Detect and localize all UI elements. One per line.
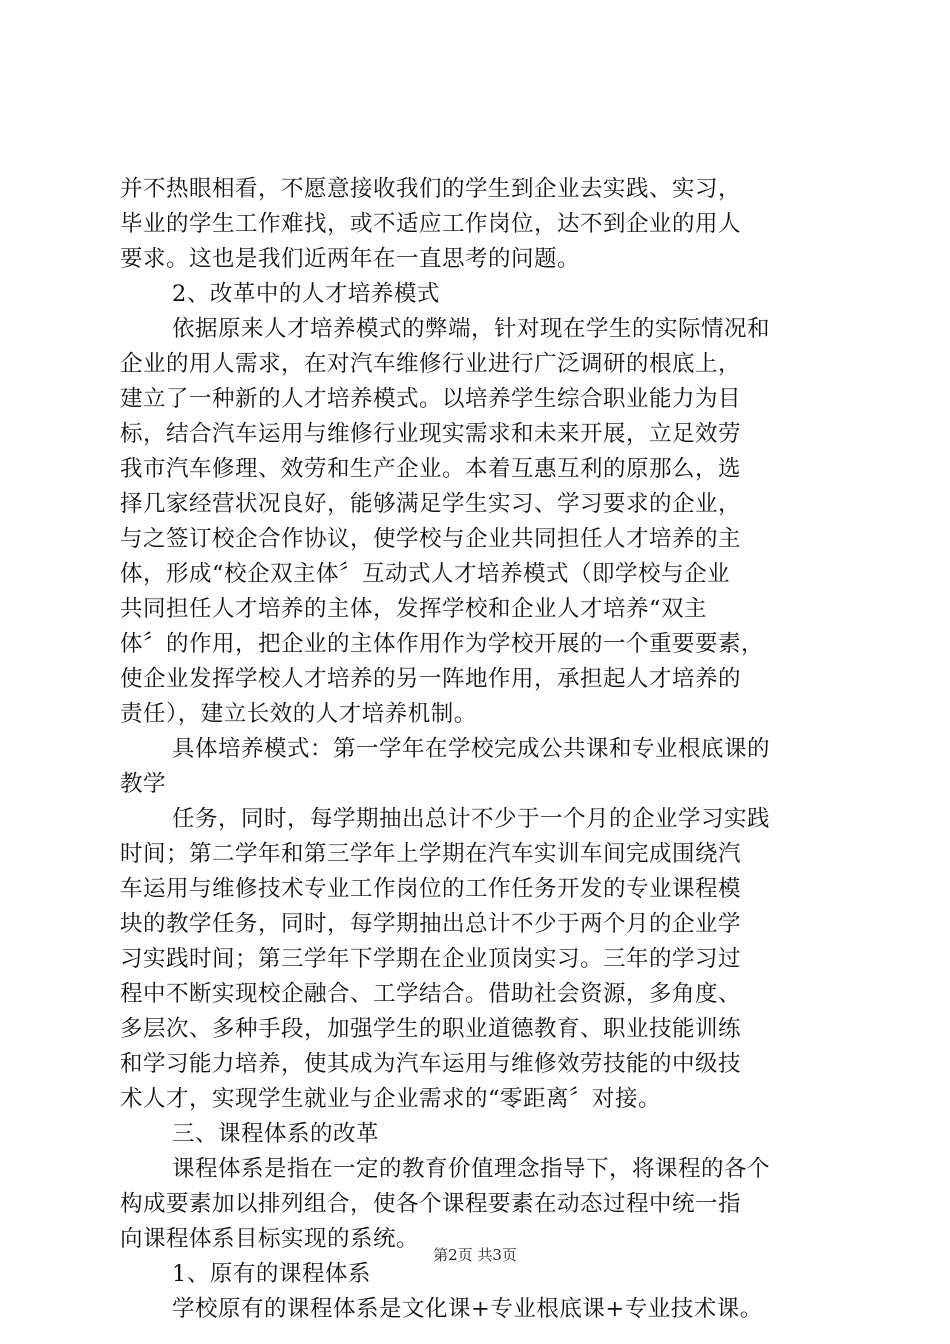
text-line: 构成要素加以排列组合，使各个课程要素在动态过程中统一指 bbox=[120, 1191, 742, 1217]
text-line: 车运用与维修技术专业工作岗位的工作任务开发的专业课程模 bbox=[120, 876, 742, 902]
section-heading: 三、课程体系的改革 bbox=[172, 1121, 380, 1147]
page-indicator: 第2页 共3页 bbox=[433, 1246, 517, 1264]
text-line: 毕业的学生工作难找，或不适应工作岗位，达不到企业的用人 bbox=[120, 211, 742, 237]
text-line: 和学习能力培养，使其成为汽车运用与维修效劳技能的中级技 bbox=[120, 1051, 742, 1077]
text-line: 与之签订校企合作协议，使学校与企业共同担任人才培养的主 bbox=[120, 526, 742, 552]
text-line: 教学 bbox=[120, 771, 167, 797]
text-line: 使企业发挥学校人才培养的另一阵地作用，承担起人才培养的 bbox=[120, 666, 742, 692]
text-line: 课程体系是指在一定的教育价值理念指导下，将课程的各个 bbox=[172, 1156, 771, 1182]
document-body bbox=[120, 172, 840, 1327]
text-line: 依据原来人才培养模式的弊端，针对现在学生的实际情况和 bbox=[172, 316, 771, 342]
text-line: 体，形成“校企双主体〞互动式人才培养模式（即学校与企业 bbox=[120, 561, 731, 587]
section-heading: 2、改革中的人才培养模式 bbox=[172, 281, 440, 307]
text-line: 块的教学任务，同时，每学期抽出总计不少于两个月的企业学 bbox=[120, 911, 742, 937]
text-line: 多层次、多种手段，加强学生的职业道德教育、职业技能训练 bbox=[120, 1016, 742, 1042]
text-line: 建立了一种新的人才培养模式。以培养学生综合职业能力为目 bbox=[120, 386, 742, 412]
text-line: 体〞的作用，把企业的主体作用作为学校开展的一个重要要素， bbox=[120, 631, 765, 657]
text-line: 程中不断实现校企融合、工学结合。借助社会资源，多角度、 bbox=[120, 981, 742, 1007]
text-line: 学校原有的课程体系是文化课+专业根底课+专业技术课。 bbox=[172, 1296, 763, 1322]
text-line: 术人才，实现学生就业与企业需求的“零距离〞对接。 bbox=[120, 1086, 662, 1112]
section-heading: 1、原有的课程体系 bbox=[172, 1261, 371, 1287]
text-line: 向课程体系目标实现的系统。 bbox=[120, 1226, 420, 1252]
text-line: 要求。这也是我们近两年在一直思考的问题。 bbox=[120, 246, 581, 272]
text-line: 企业的用人需求，在对汽车维修行业进行广泛调研的根底上， bbox=[120, 351, 742, 377]
text-line: 具体培养模式：第一学年在学校完成公共课和专业根底课的 bbox=[172, 736, 771, 762]
text-line: 习实践时间；第三学年下学期在企业顶岗实习。三年的学习过 bbox=[120, 946, 742, 972]
text-line: 标，结合汽车运用与维修行业现实需求和未来开展，立足效劳 bbox=[120, 421, 742, 447]
text-line: 责任），建立长效的人才培养机制。 bbox=[120, 701, 477, 727]
text-line: 时间；第二学年和第三学年上学期在汽车实训车间完成围绕汽 bbox=[120, 841, 742, 867]
text-line: 并不热眼相看，不愿意接收我们的学生到企业去实践、实习， bbox=[120, 176, 742, 202]
text-line: 我市汽车修理、效劳和生产企业。本着互惠互利的原那么，选 bbox=[120, 456, 742, 482]
text-line: 任务，同时，每学期抽出总计不少于一个月的企业学习实践 bbox=[172, 806, 771, 832]
text-line: 共同担任人才培养的主体，发挥学校和企业人才培养“双主 bbox=[120, 596, 708, 622]
text-line: 择几家经营状况良好，能够满足学生实习、学习要求的企业， bbox=[120, 491, 742, 517]
